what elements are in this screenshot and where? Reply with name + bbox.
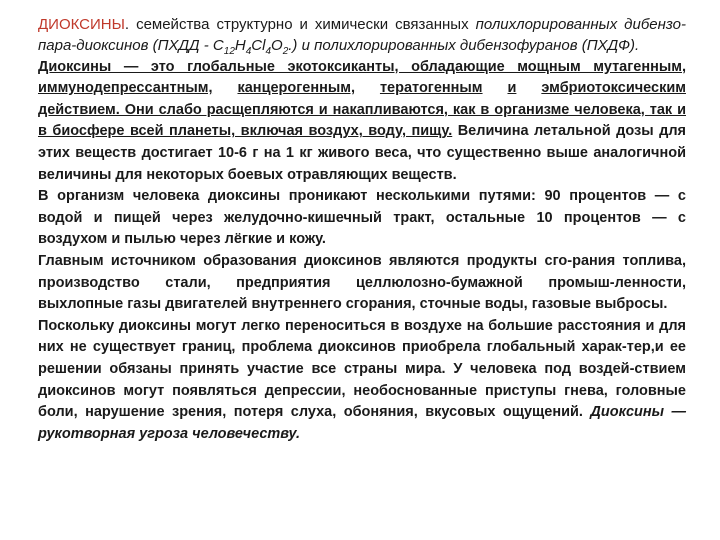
toxicity-underlined-4: эмбриотоксическим действием. Они слабо расщепляются и накапливаются, как в организме человека, так и в биосфере всей планеты, включая воздух, воду, пищу. xyxy=(38,80,686,140)
paragraph-toxicity xyxy=(38,57,686,187)
toxicity-underlined-3: тератогенным xyxy=(379,80,483,97)
paragraph-exposure: В организм человека диоксины проникают несколькими путями: 90 процентов — с водой и пищей через желудочно-кишечный тракт, остальные 10 процентов — с воздухом и пылью через лёгкие и кожу. xyxy=(38,188,686,248)
global-text: Поскольку диоксины могут легко переноситься в воздухе на большие расстояния и для них не существует границ, проблема диоксинов приобрела глобальный харак-тер,и ее решении обязаны принять участие все страны мира. У человека под воздей-ствием диоксинов могут появляться депрессии, необоснованные приступы гнева, головные боли, нарушение зрения, потеря слуха, обоняния, вкусовых ощущений. xyxy=(38,317,686,421)
global-conclusion: Диоксины — рукотворная угроза человечеству. xyxy=(38,404,686,442)
definition-italic-1: полихлорированных дибензо-пара-диоксинов (ПХДД - $С_{12}Н_4Cl_4О_2$.) и полихлорированных дибензофуранов (ПХДФ). xyxy=(38,16,686,58)
toxicity-lethal-dose: Величина летальной дозы для этих веществ достигает 10-6 г на 1 кг живого веса, что существенно выше аналогичной величины для некоторых боевых отравляющих веществ. xyxy=(38,123,686,183)
paragraph-global xyxy=(38,316,686,446)
paragraph-definition xyxy=(38,14,686,57)
toxicity-and: и xyxy=(507,80,517,97)
document-page xyxy=(38,14,686,445)
toxicity-underlined-1: Диоксины — это глобальные экотоксиканты, обладающие мощным мутагенным, иммунодепрессантным, xyxy=(38,58,686,97)
toxicity-underlined-2: канцерогенным, xyxy=(237,80,356,97)
paragraph-sources: Главным источником образования диоксинов являются продукты сго-рания топлива, производство стали, предприятия целлюлозно-бумажной промыш-ленности, выхлопные газы двигателей внутреннего сгорания, сточные воды, газовые выбросы. xyxy=(38,252,686,313)
definition-text: . семейства структурно и химически связанных xyxy=(124,16,476,33)
term-title: ДИОКСИНЫ xyxy=(38,16,125,33)
